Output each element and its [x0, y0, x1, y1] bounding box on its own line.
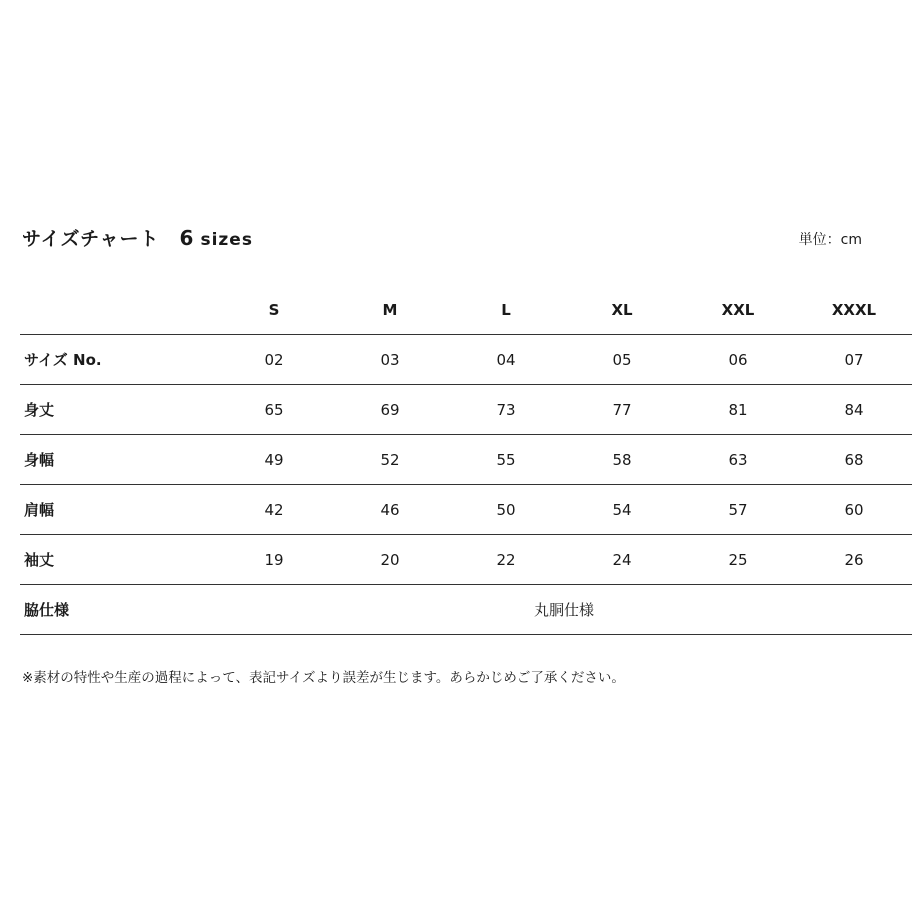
row-label: 肩幅 — [20, 485, 216, 535]
column-header: XL — [564, 286, 680, 335]
row-label: サイズ No. — [20, 335, 216, 385]
table-cell: 46 — [332, 485, 448, 535]
size-chart-table — [20, 286, 912, 635]
size-count-word: sizes — [200, 230, 253, 250]
column-header: L — [448, 286, 564, 335]
table-cell: 50 — [448, 485, 564, 535]
table-row — [20, 485, 912, 535]
table-cell: 49 — [216, 435, 332, 485]
disclaimer-note: ※素材の特性や生産の過程によって、表記サイズより誤差が生じます。あらかじめご了承ください。 — [22, 670, 625, 686]
table-cell: 04 — [448, 335, 564, 385]
title-text: サイズチャート — [22, 228, 160, 250]
table-cell: 06 — [680, 335, 796, 385]
size-count — [180, 228, 253, 250]
table-cell: 19 — [216, 535, 332, 585]
table-cell: 65 — [216, 385, 332, 435]
table-cell: 57 — [680, 485, 796, 535]
table-cell: 73 — [448, 385, 564, 435]
table-cell: 58 — [564, 435, 680, 485]
table-cell: 84 — [796, 385, 912, 435]
table-cell: 24 — [564, 535, 680, 585]
table-cell: 81 — [680, 385, 796, 435]
column-header: XXL — [680, 286, 796, 335]
table-cell: 68 — [796, 435, 912, 485]
column-header: XXXL — [796, 286, 912, 335]
table-cell: 52 — [332, 435, 448, 485]
table-row-side-spec — [20, 585, 912, 635]
table-cell: 60 — [796, 485, 912, 535]
side-spec-value: 丸胴仕様 — [216, 585, 912, 635]
column-header: M — [332, 286, 448, 335]
table-row — [20, 435, 912, 485]
table-cell: 05 — [564, 335, 680, 385]
table-cell: 63 — [680, 435, 796, 485]
table-cell: 54 — [564, 485, 680, 535]
row-label: 身幅 — [20, 435, 216, 485]
table-cell: 20 — [332, 535, 448, 585]
table-cell: 26 — [796, 535, 912, 585]
table-cell: 03 — [332, 335, 448, 385]
table-row — [20, 335, 912, 385]
table-cell: 25 — [680, 535, 796, 585]
table-header-row — [20, 286, 912, 335]
size-count-number: 6 — [179, 226, 195, 250]
table-row — [20, 385, 912, 435]
row-label: 身丈 — [20, 385, 216, 435]
row-label: 袖丈 — [20, 535, 216, 585]
column-header: S — [216, 286, 332, 335]
row-label: 脇仕様 — [20, 585, 216, 635]
table-row — [20, 535, 912, 585]
unit-label: 単位：cm — [798, 232, 862, 248]
table-cell: 02 — [216, 335, 332, 385]
header-empty-cell — [20, 286, 216, 335]
table-cell: 22 — [448, 535, 564, 585]
table-cell: 69 — [332, 385, 448, 435]
table-cell: 77 — [564, 385, 680, 435]
table-cell: 55 — [448, 435, 564, 485]
page-title — [22, 224, 253, 251]
table-cell: 07 — [796, 335, 912, 385]
table-cell: 42 — [216, 485, 332, 535]
